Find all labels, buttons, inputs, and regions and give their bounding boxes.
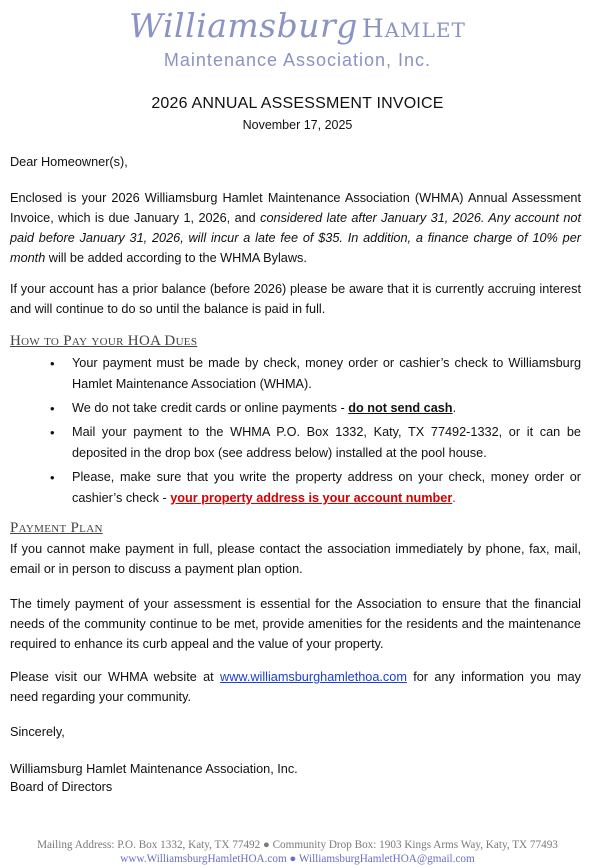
website-link[interactable]: www.williamsburghamlethoa.com [220, 670, 407, 684]
footer-links [0, 852, 595, 866]
list-item: • Your payment must be made by check, money order or cashier’s check to Williamsburg Hamlet Maintenance Association (WHMA). [10, 353, 581, 395]
footer-separator: ● [286, 853, 299, 865]
logo-subtitle: Maintenance Association, Inc. [163, 50, 432, 70]
late-fee-notice: considered late after January 31, 2026. Any account not paid before January 31, 2026, will incur a late fee of $35. In addition, a finance charge of 10% per month [10, 211, 581, 265]
closing: Sincerely, [10, 725, 65, 739]
timely-payment-paragraph: The timely payment of your assessment is essential for the Association to ensure that the financial needs of the community continue to be met, provide amenities for the residents and the maintenance required to enhance its curb appeal and the value of your property. [10, 597, 581, 651]
signature-line-2: Board of Directors [10, 780, 113, 794]
intro-paragraph: Enclosed is your 2026 Williamsburg Hamlet Maintenance Association (WHMA) Annual Assessment Invoice, which is due January 1, 2026, and considered late after January 31, 2026. Any account not paid before January 31, 2026, will incur a late fee of $35. In addition, a finance charge of 10% per month will be added according to the WHMA Bylaws. [10, 191, 581, 265]
greeting: Dear Homeowner(s), [10, 155, 128, 169]
letter-date: November 17, 2025 [242, 118, 353, 132]
list-item: • We do not take credit cards or online payments - do not send cash. [10, 398, 581, 419]
prior-balance-paragraph: If your account has a prior balance (before 2026) please be aware that it is currently accruing interest and will continue to do so until the balance is paid in full. [10, 282, 581, 316]
signature-line-1: Williamsburg Hamlet Maintenance Association, Inc. [10, 762, 298, 776]
logo-hamlet: HAMLET [361, 14, 466, 43]
list-item: • Please, make sure that you write the property address on your check, money order or cashier’s check - your property address is your account number. [10, 467, 581, 509]
footer-address: Mailing Address: P.O. Box 1332, Katy, TX 77492 ● Community Drop Box: 1903 Kings Arms Way, Katy, TX 77493 [37, 839, 558, 851]
bullet-icon: • [50, 356, 55, 371]
payment-plan-heading: Payment Plan [10, 520, 103, 536]
bullet-icon: • [50, 425, 55, 440]
footer [0, 838, 595, 866]
logo-name [0, 6, 595, 50]
how-to-pay-heading: How to Pay your HOA Dues [10, 333, 198, 349]
payment-plan-paragraph: If you cannot make payment in full, please contact the association immediately by phone, fax, mail, email or in person to discuss a payment plan option. [10, 542, 581, 576]
bullet-icon: • [50, 470, 55, 485]
footer-website-link[interactable]: www.WilliamsburgHamletHOA.com [120, 853, 287, 865]
account-number-warning: your property address is your account number [170, 491, 453, 505]
page-title: 2026 ANNUAL ASSESSMENT INVOICE [151, 95, 444, 112]
association-logo [0, 6, 595, 70]
no-cash-warning: do not send cash [348, 401, 453, 415]
website-paragraph: Please visit our WHMA website at www.williamsburghamlethoa.com for any information you may need regarding your community. [10, 670, 581, 704]
logo-script-text: Williamsburg [129, 6, 358, 45]
list-item: • Mail your payment to the WHMA P.O. Box 1332, Katy, TX 77492-1332, or it can be deposited in the drop box (see address below) installed at the pool house. [10, 422, 581, 464]
payment-instructions-list [10, 353, 581, 512]
footer-email-link[interactable]: WilliamsburgHamletHOA@gmail.com [298, 853, 475, 865]
bullet-icon: • [50, 401, 55, 416]
